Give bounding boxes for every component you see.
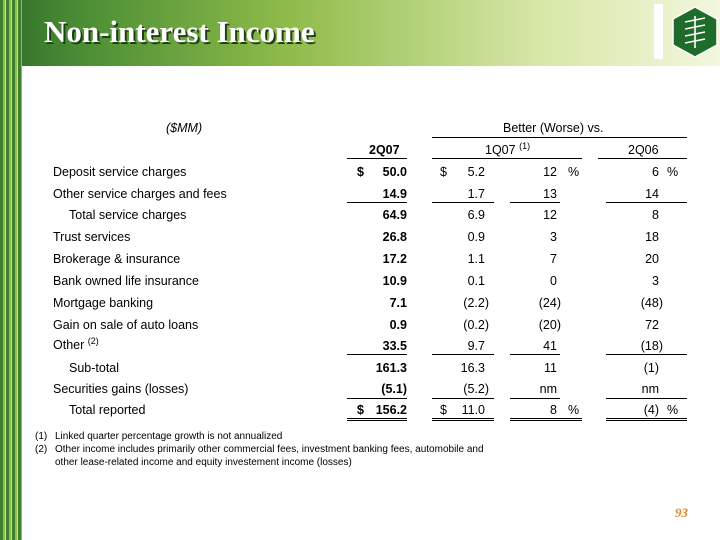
col-header-2q07: 2Q07 <box>369 143 400 157</box>
change-amount-1q07: 16.3 <box>460 361 485 375</box>
total-rule <box>432 398 494 399</box>
change-pct-2q06: (1) <box>643 361 659 375</box>
row-label: Other $^{(2)}$ <box>53 336 99 352</box>
change-amount-1q07: (2.2) <box>463 296 489 310</box>
huntington-logo-icon <box>671 6 719 58</box>
value-2q07: 156.2 <box>375 403 407 417</box>
change-pct-2q06: (4) <box>643 403 659 417</box>
value-2q07: (5.1) <box>381 382 407 396</box>
subtotal-rule <box>347 354 407 355</box>
change-amount-1q07: 6.9 <box>467 208 485 222</box>
row-label: Other service charges and fees <box>53 187 227 201</box>
row-label: Deposit service charges <box>53 165 187 179</box>
change-pct-1q07: nm <box>539 382 557 396</box>
footnote-number: (1) <box>35 431 48 442</box>
subtotal-rule <box>606 202 687 203</box>
col-header-1q07-note: (1) <box>519 141 531 151</box>
double-rule <box>347 420 407 421</box>
double-rule <box>347 418 407 419</box>
change-amount-1q07: 0.1 <box>467 274 485 288</box>
dollar-sign: $ <box>440 165 447 179</box>
change-pct-2q06: 8 <box>652 208 659 222</box>
percent-sign: % <box>667 165 679 179</box>
row-label: Total reported <box>69 403 146 417</box>
change-amount-1q07: 11.0 <box>461 403 485 417</box>
subtotal-rule <box>432 202 494 203</box>
value-2q07: 50.0 <box>382 165 407 179</box>
change-pct-1q07: 41 <box>543 339 557 353</box>
footnote-text: other lease-related income and equity investement income (losses) <box>55 457 352 468</box>
change-amount-1q07: 9.7 <box>467 339 485 353</box>
change-pct-2q06: (18) <box>640 339 663 353</box>
change-amount-1q07: 0.9 <box>467 230 485 244</box>
row-label: Sub-total <box>69 361 120 375</box>
page-number: 93 <box>675 505 688 520</box>
change-amount-1q07: 1.7 <box>467 187 485 201</box>
value-2q07: 0.9 <box>389 318 407 332</box>
change-amount-1q07: 1.1 <box>467 252 485 266</box>
double-rule <box>432 420 494 421</box>
change-pct-2q06: nm <box>641 382 659 396</box>
header-rule-2q06 <box>598 158 687 159</box>
row-label-note: (2) <box>87 336 99 346</box>
row-label: Brokerage & insurance <box>53 252 181 266</box>
value-2q07: 10.9 <box>382 274 407 288</box>
change-pct-1q07: 3 <box>550 230 557 244</box>
double-rule <box>510 420 582 421</box>
total-rule <box>510 398 560 399</box>
col-header-1q07: 1Q07 $^{(1)}$ <box>485 141 531 157</box>
col-header-2q06: 2Q06 <box>628 143 659 157</box>
dollar-sign: $ <box>357 165 364 179</box>
header-rule-2q07 <box>347 158 407 159</box>
double-rule <box>510 418 582 419</box>
dollar-sign: $ <box>440 403 447 417</box>
change-amount-1q07: 5.2 <box>467 165 485 179</box>
value-2q07: 161.3 <box>375 361 407 375</box>
change-pct-1q07: 13 <box>543 187 557 201</box>
percent-sign: % <box>568 403 580 417</box>
change-pct-2q06: 72 <box>645 318 659 332</box>
change-pct-1q07: 12 <box>543 208 557 222</box>
dollar-sign: $ <box>357 403 364 417</box>
double-rule <box>606 420 687 421</box>
row-label: Trust services <box>53 230 131 244</box>
value-2q07: 17.2 <box>382 252 407 266</box>
footnote-number: (2) <box>35 444 48 455</box>
subtotal-rule <box>606 354 687 355</box>
header-rule-1q07 <box>432 158 582 159</box>
unit-label: ($MM) <box>166 121 203 135</box>
value-2q07: 14.9 <box>382 187 407 201</box>
row-label: Mortgage banking <box>53 296 154 310</box>
change-pct-1q07: 12 <box>543 165 557 179</box>
row-label: Gain on sale of auto loans <box>53 318 199 332</box>
double-rule <box>606 418 687 419</box>
change-amount-1q07: (5.2) <box>463 382 489 396</box>
change-pct-2q06: 3 <box>652 274 659 288</box>
group-header: Better (Worse) vs. <box>503 121 604 135</box>
page-title: Non-interest Income <box>44 14 315 49</box>
change-pct-1q07: 8 <box>550 403 557 417</box>
row-label: Securities gains (losses) <box>53 382 189 396</box>
value-2q07: 26.8 <box>382 230 407 244</box>
value-2q07: 64.9 <box>382 208 407 222</box>
subtotal-rule <box>347 202 407 203</box>
footnote-text: Other income includes primarily other commercial fees, investment banking fees, automobile and <box>55 444 484 455</box>
change-amount-1q07: (0.2) <box>463 318 489 332</box>
percent-sign: % <box>667 403 679 417</box>
subtotal-rule <box>510 354 560 355</box>
change-pct-1q07: 0 <box>550 274 557 288</box>
change-pct-2q06: 20 <box>645 252 659 266</box>
footnote-text: Linked quarter percentage growth is not annualized <box>55 431 283 442</box>
subtotal-rule <box>510 202 560 203</box>
percent-sign: % <box>568 165 580 179</box>
total-rule <box>606 398 687 399</box>
subtotal-rule <box>432 354 494 355</box>
change-pct-2q06: (48) <box>640 296 663 310</box>
left-stripe-decoration <box>0 0 22 540</box>
total-rule <box>347 398 407 399</box>
change-pct-2q06: 14 <box>645 187 659 201</box>
double-rule <box>432 418 494 419</box>
group-header-rule <box>432 137 687 138</box>
row-label: Total service charges <box>69 208 187 222</box>
change-pct-1q07: (24) <box>538 296 561 310</box>
value-2q07: 7.1 <box>389 296 407 310</box>
change-pct-1q07: 11 <box>544 361 557 375</box>
logo-bar <box>654 4 663 59</box>
change-pct-2q06: 18 <box>645 230 659 244</box>
row-label: Bank owned life insurance <box>53 274 199 288</box>
change-pct-1q07: 7 <box>550 252 557 266</box>
change-pct-2q06: 6 <box>652 165 659 179</box>
value-2q07: 33.5 <box>382 339 407 353</box>
change-pct-1q07: (20) <box>538 318 561 332</box>
